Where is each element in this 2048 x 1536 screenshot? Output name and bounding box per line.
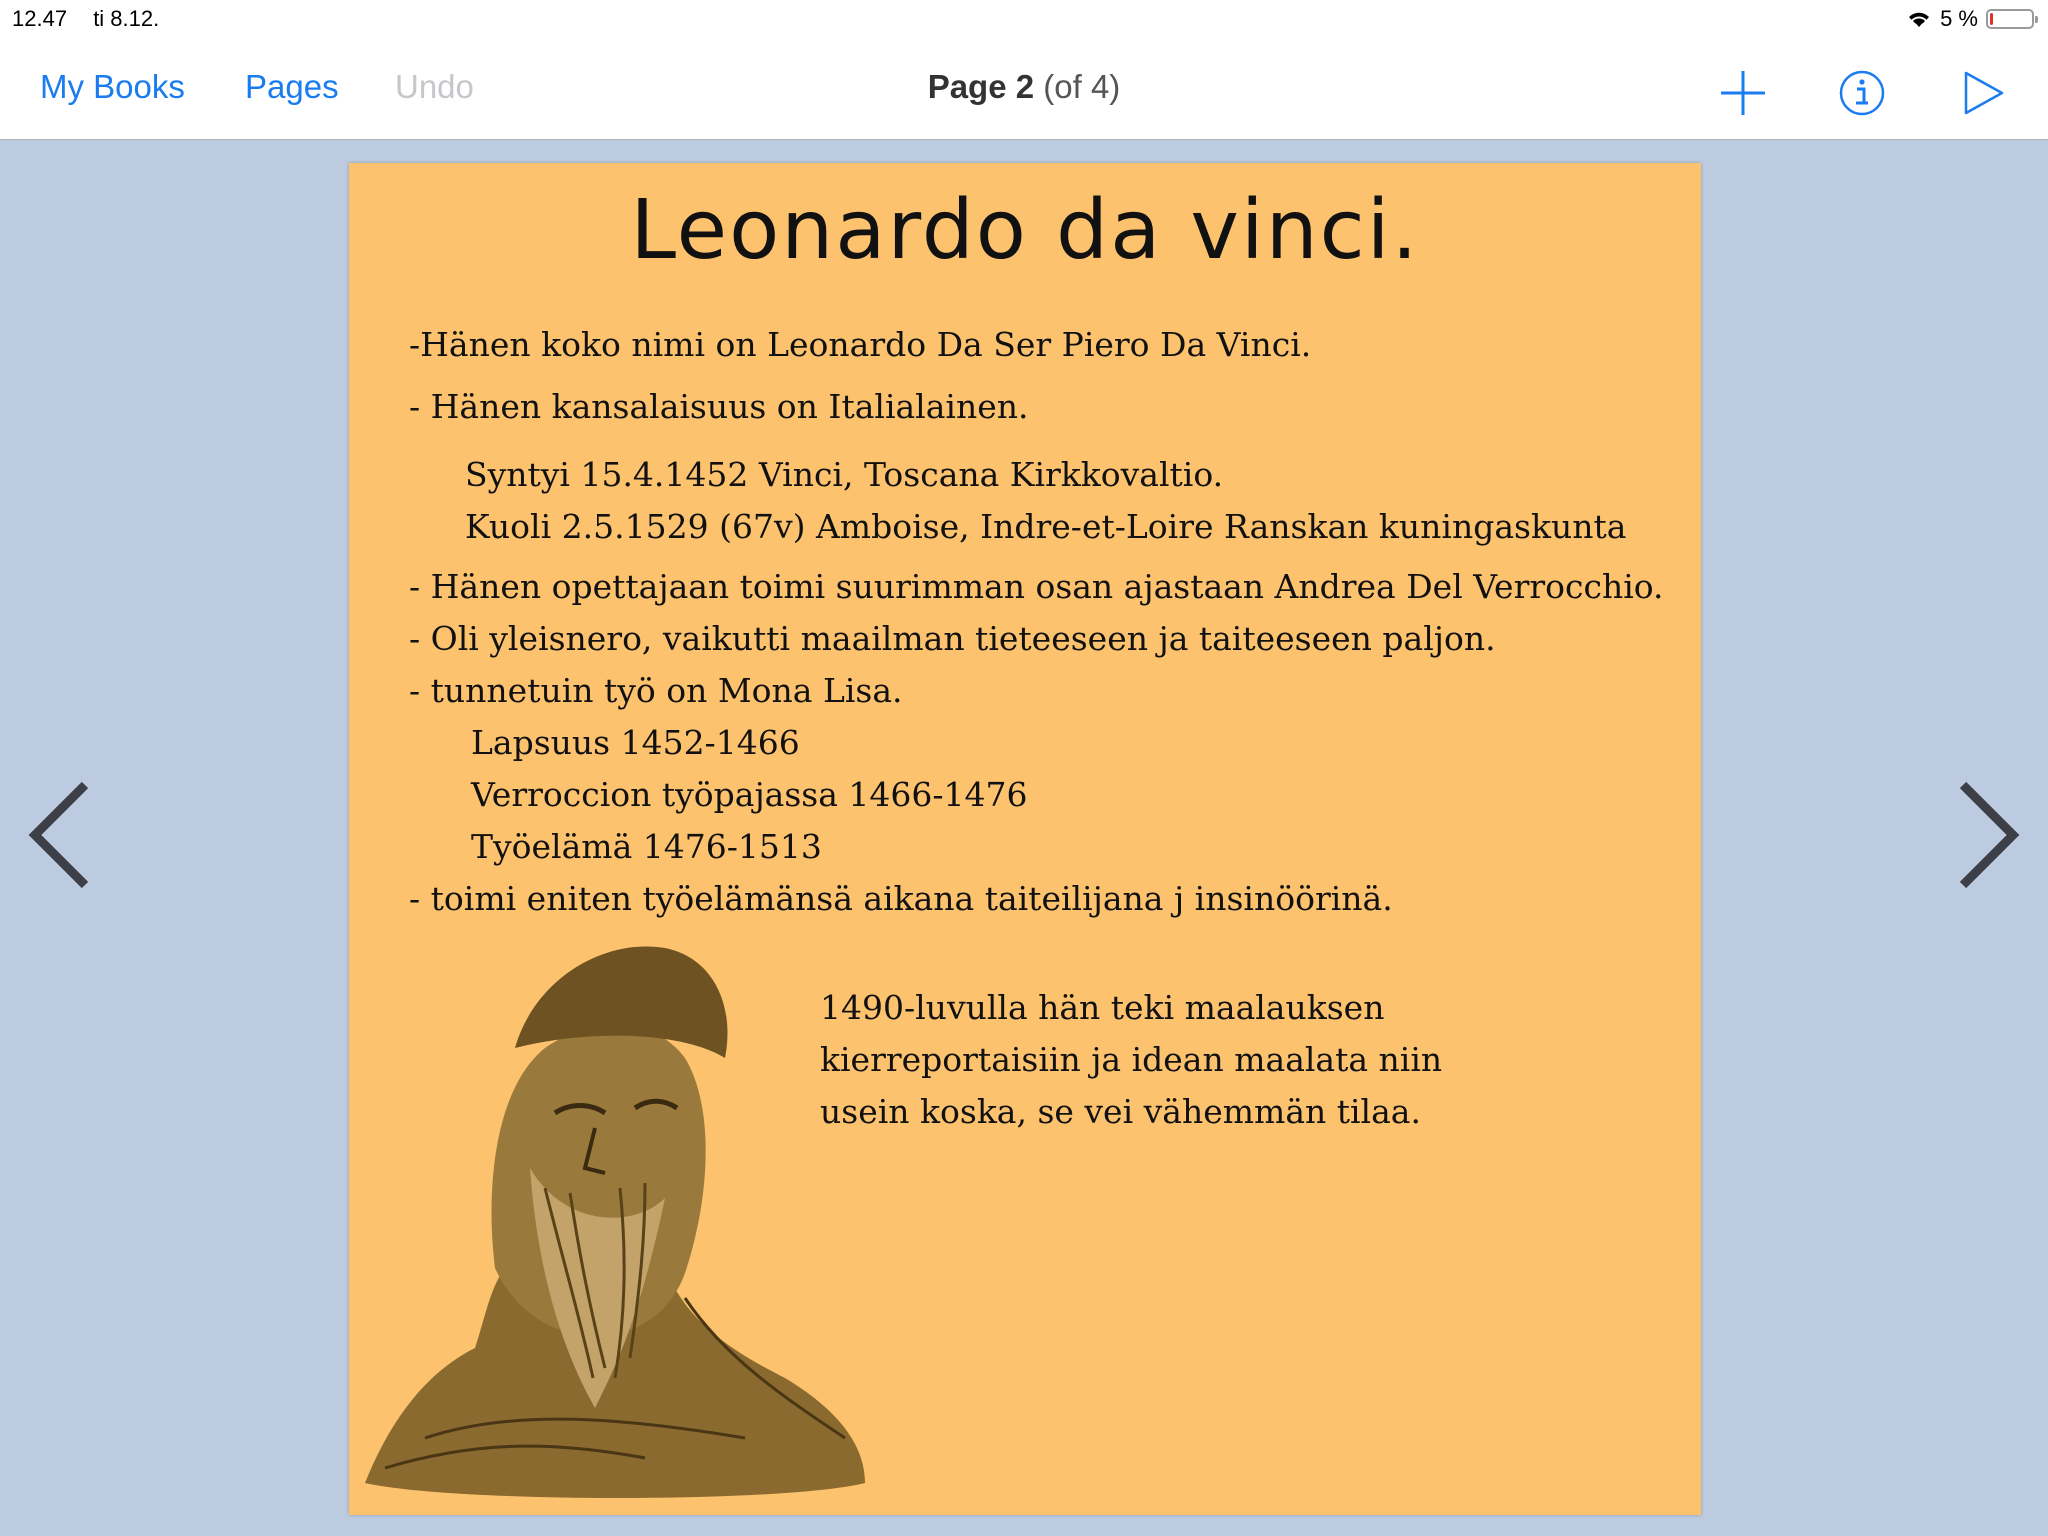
text-line: - toimi eniten työelämänsä aikana taiteilijana j insinöörinä. (409, 879, 1393, 918)
wifi-icon (1906, 9, 1932, 29)
leonardo-portrait-image (365, 938, 865, 1503)
status-bar (0, 0, 2048, 40)
pages-button[interactable]: Pages (245, 68, 339, 105)
next-page-arrow-icon[interactable] (1953, 780, 2023, 890)
text-line: - Oli yleisnero, vaikutti maailman tieteeseen ja taiteeseen paljon. (409, 619, 1496, 658)
side-text-line: 1490-luvulla hän teki maalauksen (820, 988, 1385, 1027)
text-line: - Hänen opettajaan toimi suurimman osan ajastaan Andrea Del Verrocchio. (409, 567, 1664, 606)
toolbar (0, 40, 2048, 140)
battery-level (1990, 13, 1993, 25)
text-line: - tunnetuin työ on Mona Lisa. (409, 671, 903, 710)
info-icon[interactable] (1837, 68, 1887, 118)
previous-page-arrow-icon[interactable] (25, 780, 95, 890)
text-line: Syntyi 15.4.1452 Vinci, Toscana Kirkkovaltio. (465, 455, 1224, 494)
side-text-line: kierreportaisiin ja idean maalata niin (820, 1040, 1443, 1079)
text-line: Kuoli 2.5.1529 (67v) Amboise, Indre-et-Loire Ranskan kuningaskunta (465, 507, 1627, 546)
plus-icon[interactable] (1718, 68, 1768, 118)
page-heading: Leonardo da vinci. (630, 183, 1420, 278)
text-line: Lapsuus 1452-1466 (471, 723, 800, 762)
status-time: 12.47 (12, 6, 68, 31)
undo-button[interactable]: Undo (395, 68, 474, 105)
my-books-button[interactable]: My Books (40, 68, 185, 105)
page-total: (of 4) (1043, 68, 1121, 105)
text-line: Työelämä 1476-1513 (471, 827, 822, 866)
text-line: - Hänen kansalaisuus on Italialainen. (409, 387, 1029, 426)
book-page[interactable] (349, 163, 1701, 1515)
page-number: Page 2 (927, 68, 1035, 105)
text-line: Verroccion työpajassa 1466-1476 (471, 775, 1028, 814)
battery-icon (1986, 9, 2034, 29)
status-date: ti 8.12. (93, 6, 160, 31)
battery-percent: 5 % (1940, 6, 1978, 31)
side-text-line: usein koska, se vei vähemmän tilaa. (820, 1092, 1421, 1131)
text-line: -Hänen koko nimi on Leonardo Da Ser Piero Da Vinci. (409, 325, 1312, 364)
play-icon[interactable] (1958, 68, 2008, 118)
